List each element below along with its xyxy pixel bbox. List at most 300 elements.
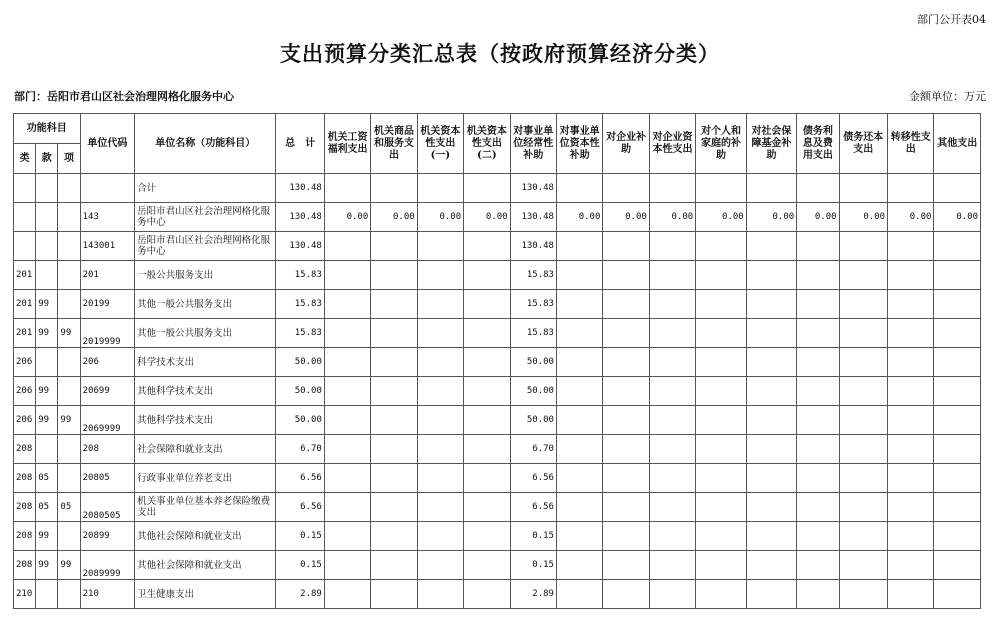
value-cell (746, 435, 796, 464)
lei-cell: 201 (14, 319, 36, 348)
value-cell (464, 580, 510, 609)
value-cell (371, 319, 417, 348)
value-cell (839, 348, 887, 377)
value-cell (934, 580, 981, 609)
unit-name-cell: 其他社会保障和就业支出 (135, 522, 276, 551)
budget-table (13, 113, 981, 609)
xiang-cell (58, 174, 80, 203)
value-cell: 2.89 (510, 580, 556, 609)
kuan-cell: 05 (36, 464, 58, 493)
value-cell (888, 551, 934, 580)
unit-name-cell: 岳阳市君山区社会治理网格化服务中心 (135, 203, 276, 232)
table-row (14, 319, 981, 348)
kuan-cell (36, 435, 58, 464)
xiang-cell: 99 (58, 551, 80, 580)
unit-name-cell: 其他科学技术支出 (135, 406, 276, 435)
value-cell: 0.00 (797, 203, 839, 232)
value-cell (324, 406, 370, 435)
unit-name-cell: 一般公共服务支出 (135, 261, 276, 290)
value-cell (417, 406, 463, 435)
lei-cell: 208 (14, 464, 36, 493)
value-cell (934, 435, 981, 464)
value-cell (839, 493, 887, 522)
value-cell (371, 522, 417, 551)
value-cell (464, 348, 510, 377)
value-cell (603, 493, 649, 522)
lei-cell: 208 (14, 493, 36, 522)
value-cell: 0.00 (649, 203, 695, 232)
value-cell (797, 174, 839, 203)
kuan-cell: 99 (36, 290, 58, 319)
value-cell: 6.56 (510, 493, 556, 522)
value-cell (797, 290, 839, 319)
value-cell (649, 522, 695, 551)
lei-cell: 201 (14, 290, 36, 319)
kuan-cell: 99 (36, 551, 58, 580)
value-cell: 50.00 (510, 377, 556, 406)
unit-name-cell: 岳阳市君山区社会治理网格化服务中心 (135, 232, 276, 261)
value-cell (324, 261, 370, 290)
value-cell (797, 406, 839, 435)
total-cell: 6.56 (276, 493, 324, 522)
total-cell: 130.48 (276, 232, 324, 261)
value-cell (324, 377, 370, 406)
unit-code-cell: 201 (80, 261, 135, 290)
total-cell: 50.00 (276, 377, 324, 406)
value-cell (934, 319, 981, 348)
xiang-cell: 05 (58, 493, 80, 522)
value-cell (746, 464, 796, 493)
table-body (14, 174, 981, 609)
unit-code-cell: 20899 (80, 522, 135, 551)
value-cell (696, 232, 746, 261)
total-cell: 6.56 (276, 464, 324, 493)
value-cell (417, 232, 463, 261)
value-cell (649, 406, 695, 435)
col-header: 机关资本性支出(二) (464, 114, 510, 174)
value-cell (888, 522, 934, 551)
table-row (14, 290, 981, 319)
kuan-cell: 99 (36, 522, 58, 551)
value-cell: 0.15 (510, 522, 556, 551)
value-cell (417, 174, 463, 203)
value-cell (839, 290, 887, 319)
value-cell (649, 290, 695, 319)
value-cell (934, 522, 981, 551)
col-header: 对个人和家庭的补助 (696, 114, 746, 174)
value-cell: 130.48 (510, 174, 556, 203)
value-cell (746, 522, 796, 551)
value-cell (934, 377, 981, 406)
value-cell (603, 261, 649, 290)
value-cell (324, 232, 370, 261)
value-cell (888, 348, 934, 377)
unit-code-cell: 20699 (80, 377, 135, 406)
unit-code-cell: 210 (80, 580, 135, 609)
value-cell (839, 261, 887, 290)
amount-unit-label: 金额单位：万元 (909, 90, 986, 103)
xiang-header: 项 (58, 144, 80, 174)
unit-name-cell: 其他一般公共服务支出 (135, 319, 276, 348)
value-cell (417, 290, 463, 319)
value-cell (603, 522, 649, 551)
xiang-cell (58, 232, 80, 261)
lei-cell (14, 203, 36, 232)
value-cell (696, 290, 746, 319)
value-cell (417, 522, 463, 551)
unit-code-cell: 143001 (80, 232, 135, 261)
value-cell (371, 551, 417, 580)
value-cell (603, 319, 649, 348)
value-cell (746, 493, 796, 522)
xiang-cell (58, 580, 80, 609)
col-header: 机关商品和服务支出 (371, 114, 417, 174)
value-cell (603, 174, 649, 203)
page-title: 支出预算分类汇总表（按政府预算经济分类） (280, 41, 720, 66)
value-cell (696, 522, 746, 551)
value-cell (417, 551, 463, 580)
xiang-cell (58, 464, 80, 493)
col-header: 机关资本性支出(一) (417, 114, 463, 174)
table-row (14, 377, 981, 406)
kuan-cell (36, 203, 58, 232)
value-cell (839, 406, 887, 435)
value-cell (934, 464, 981, 493)
value-cell (556, 261, 602, 290)
value-cell (649, 232, 695, 261)
value-cell (324, 464, 370, 493)
col-header: 转移性支出 (888, 114, 934, 174)
value-cell (797, 522, 839, 551)
lei-cell: 208 (14, 551, 36, 580)
value-cell (649, 377, 695, 406)
total-header: 总 计 (276, 114, 324, 174)
value-cell: 0.00 (464, 203, 510, 232)
value-cell (603, 232, 649, 261)
value-cell (649, 319, 695, 348)
value-cell (371, 290, 417, 319)
value-cell (888, 580, 934, 609)
unit-code-cell: 206 (80, 348, 135, 377)
value-cell: 0.00 (417, 203, 463, 232)
xiang-cell: 99 (58, 406, 80, 435)
value-cell (696, 319, 746, 348)
value-cell (603, 580, 649, 609)
table-row (14, 174, 981, 203)
value-cell (839, 522, 887, 551)
value-cell (324, 435, 370, 464)
value-cell (746, 377, 796, 406)
value-cell: 0.00 (839, 203, 887, 232)
value-cell (797, 348, 839, 377)
xiang-cell (58, 377, 80, 406)
value-cell (324, 493, 370, 522)
value-cell: 15.83 (510, 290, 556, 319)
unit-code-cell: 2089999 (80, 551, 135, 580)
unit-name-cell: 科学技术支出 (135, 348, 276, 377)
value-cell (603, 551, 649, 580)
value-cell (696, 551, 746, 580)
unit-code-cell: 208 (80, 435, 135, 464)
value-cell (797, 493, 839, 522)
value-cell: 0.00 (324, 203, 370, 232)
value-cell (417, 493, 463, 522)
unit-code-header: 单位代码 (80, 114, 135, 174)
lei-cell: 206 (14, 406, 36, 435)
value-cell: 130.48 (510, 203, 556, 232)
value-cell (464, 174, 510, 203)
value-cell (324, 348, 370, 377)
lei-cell: 208 (14, 522, 36, 551)
lei-header: 类 (14, 144, 36, 174)
value-cell (696, 493, 746, 522)
value-cell: 0.00 (603, 203, 649, 232)
department-label: 部门：岳阳市君山区社会治理网格化服务中心 (14, 90, 234, 103)
value-cell (888, 290, 934, 319)
total-cell: 15.83 (276, 261, 324, 290)
value-cell (464, 522, 510, 551)
value-cell: 0.15 (510, 551, 556, 580)
col-header: 对社会保障基金补助 (746, 114, 796, 174)
xiang-cell: 99 (58, 319, 80, 348)
value-cell (934, 261, 981, 290)
unit-name-header: 单位名称（功能科目） (135, 114, 276, 174)
value-cell (696, 464, 746, 493)
value-cell (417, 435, 463, 464)
value-cell (839, 232, 887, 261)
value-cell (839, 377, 887, 406)
col-header: 对事业单位资本性补助 (556, 114, 602, 174)
value-cell (696, 435, 746, 464)
total-cell: 130.48 (276, 203, 324, 232)
unit-name-cell: 机关事业单位基本养老保险缴费支出 (135, 493, 276, 522)
value-cell (324, 522, 370, 551)
value-cell (603, 377, 649, 406)
unit-name-cell: 卫生健康支出 (135, 580, 276, 609)
value-cell (556, 319, 602, 348)
col-header: 对企业资本性支出 (649, 114, 695, 174)
kuan-cell (36, 580, 58, 609)
unit-name-cell: 其他科学技术支出 (135, 377, 276, 406)
value-cell (797, 464, 839, 493)
table-row (14, 464, 981, 493)
value-cell (464, 232, 510, 261)
value-cell (888, 493, 934, 522)
value-cell (371, 261, 417, 290)
value-cell (649, 493, 695, 522)
value-cell (797, 261, 839, 290)
value-cell (839, 174, 887, 203)
value-cell (556, 174, 602, 203)
value-cell (603, 435, 649, 464)
value-cell (556, 464, 602, 493)
value-cell: 6.56 (510, 464, 556, 493)
value-cell (417, 261, 463, 290)
total-cell: 15.83 (276, 319, 324, 348)
value-cell (797, 580, 839, 609)
value-cell (649, 580, 695, 609)
xiang-cell (58, 435, 80, 464)
value-cell (934, 406, 981, 435)
value-cell (464, 377, 510, 406)
table-row (14, 580, 981, 609)
unit-name-cell: 行政事业单位养老支出 (135, 464, 276, 493)
value-cell (839, 435, 887, 464)
value-cell (371, 174, 417, 203)
value-cell (888, 261, 934, 290)
value-cell (556, 580, 602, 609)
value-cell (464, 493, 510, 522)
value-cell (839, 464, 887, 493)
value-cell (746, 290, 796, 319)
value-cell (649, 464, 695, 493)
value-cell (649, 435, 695, 464)
lei-cell (14, 232, 36, 261)
unit-name-cell: 合计 (135, 174, 276, 203)
unit-code-cell: 2019999 (80, 319, 135, 348)
value-cell: 0.00 (888, 203, 934, 232)
table-row (14, 203, 981, 232)
value-cell (839, 580, 887, 609)
unit-code-cell: 2080505 (80, 493, 135, 522)
value-cell (797, 435, 839, 464)
value-cell (696, 406, 746, 435)
value-cell: 50.00 (510, 348, 556, 377)
value-cell (556, 493, 602, 522)
value-cell (649, 551, 695, 580)
value-cell (371, 435, 417, 464)
total-cell: 2.89 (276, 580, 324, 609)
col-header: 对事业单位经常性补助 (510, 114, 556, 174)
value-cell (746, 232, 796, 261)
value-cell: 130.48 (510, 232, 556, 261)
lei-cell: 210 (14, 580, 36, 609)
value-cell (417, 348, 463, 377)
value-cell (556, 290, 602, 319)
value-cell (464, 435, 510, 464)
kuan-cell (36, 348, 58, 377)
value-cell (696, 348, 746, 377)
kuan-cell (36, 261, 58, 290)
value-cell (556, 551, 602, 580)
value-cell (371, 464, 417, 493)
table-row (14, 348, 981, 377)
xiang-cell (58, 261, 80, 290)
value-cell (464, 319, 510, 348)
value-cell (934, 348, 981, 377)
value-cell (746, 261, 796, 290)
unit-code-cell: 20805 (80, 464, 135, 493)
col-header: 机关工资福利支出 (324, 114, 370, 174)
xiang-cell (58, 290, 80, 319)
total-cell: 15.83 (276, 290, 324, 319)
col-header: 债务利息及费用支出 (797, 114, 839, 174)
table-row (14, 493, 981, 522)
func-subject-header: 功能科目 (14, 114, 81, 144)
value-cell (888, 435, 934, 464)
value-cell (797, 232, 839, 261)
value-cell: 15.83 (510, 319, 556, 348)
unit-code-cell: 2069999 (80, 406, 135, 435)
total-cell: 0.15 (276, 551, 324, 580)
value-cell (797, 377, 839, 406)
table-row (14, 522, 981, 551)
value-cell (746, 406, 796, 435)
value-cell: 0.00 (371, 203, 417, 232)
unit-code-cell (80, 174, 135, 203)
table-row (14, 261, 981, 290)
unit-code-cell: 20199 (80, 290, 135, 319)
value-cell (696, 174, 746, 203)
value-cell (371, 580, 417, 609)
value-cell (888, 174, 934, 203)
value-cell (603, 464, 649, 493)
value-cell (934, 551, 981, 580)
value-cell (603, 290, 649, 319)
value-cell (888, 377, 934, 406)
value-cell (556, 406, 602, 435)
value-cell: 15.83 (510, 261, 556, 290)
unit-name-cell: 其他一般公共服务支出 (135, 290, 276, 319)
kuan-cell: 99 (36, 377, 58, 406)
lei-cell: 201 (14, 261, 36, 290)
value-cell (603, 348, 649, 377)
table-row (14, 232, 981, 261)
col-header: 其他支出 (934, 114, 981, 174)
value-cell (371, 406, 417, 435)
value-cell (934, 290, 981, 319)
value-cell (696, 377, 746, 406)
col-header: 债务还本支出 (839, 114, 887, 174)
unit-name-cell: 其他社会保障和就业支出 (135, 551, 276, 580)
value-cell (934, 493, 981, 522)
value-cell (324, 290, 370, 319)
table-row (14, 435, 981, 464)
lei-cell: 208 (14, 435, 36, 464)
value-cell (464, 261, 510, 290)
unit-code-cell: 143 (80, 203, 135, 232)
value-cell (556, 435, 602, 464)
value-cell (417, 464, 463, 493)
kuan-cell (36, 232, 58, 261)
value-cell (649, 261, 695, 290)
value-cell (417, 319, 463, 348)
value-cell (934, 232, 981, 261)
value-cell (839, 319, 887, 348)
value-cell (746, 319, 796, 348)
value-cell (888, 464, 934, 493)
value-cell (888, 406, 934, 435)
value-cell (464, 406, 510, 435)
value-cell (324, 319, 370, 348)
kuan-cell: 99 (36, 319, 58, 348)
value-cell (464, 290, 510, 319)
value-cell (797, 319, 839, 348)
value-cell (464, 464, 510, 493)
total-cell: 0.15 (276, 522, 324, 551)
value-cell: 0.00 (696, 203, 746, 232)
total-cell: 6.70 (276, 435, 324, 464)
value-cell (746, 580, 796, 609)
value-cell (649, 348, 695, 377)
value-cell (371, 348, 417, 377)
value-cell (556, 232, 602, 261)
value-cell (556, 348, 602, 377)
xiang-cell (58, 522, 80, 551)
kuan-header: 款 (36, 144, 58, 174)
lei-cell: 206 (14, 377, 36, 406)
col-header: 对企业补助 (603, 114, 649, 174)
